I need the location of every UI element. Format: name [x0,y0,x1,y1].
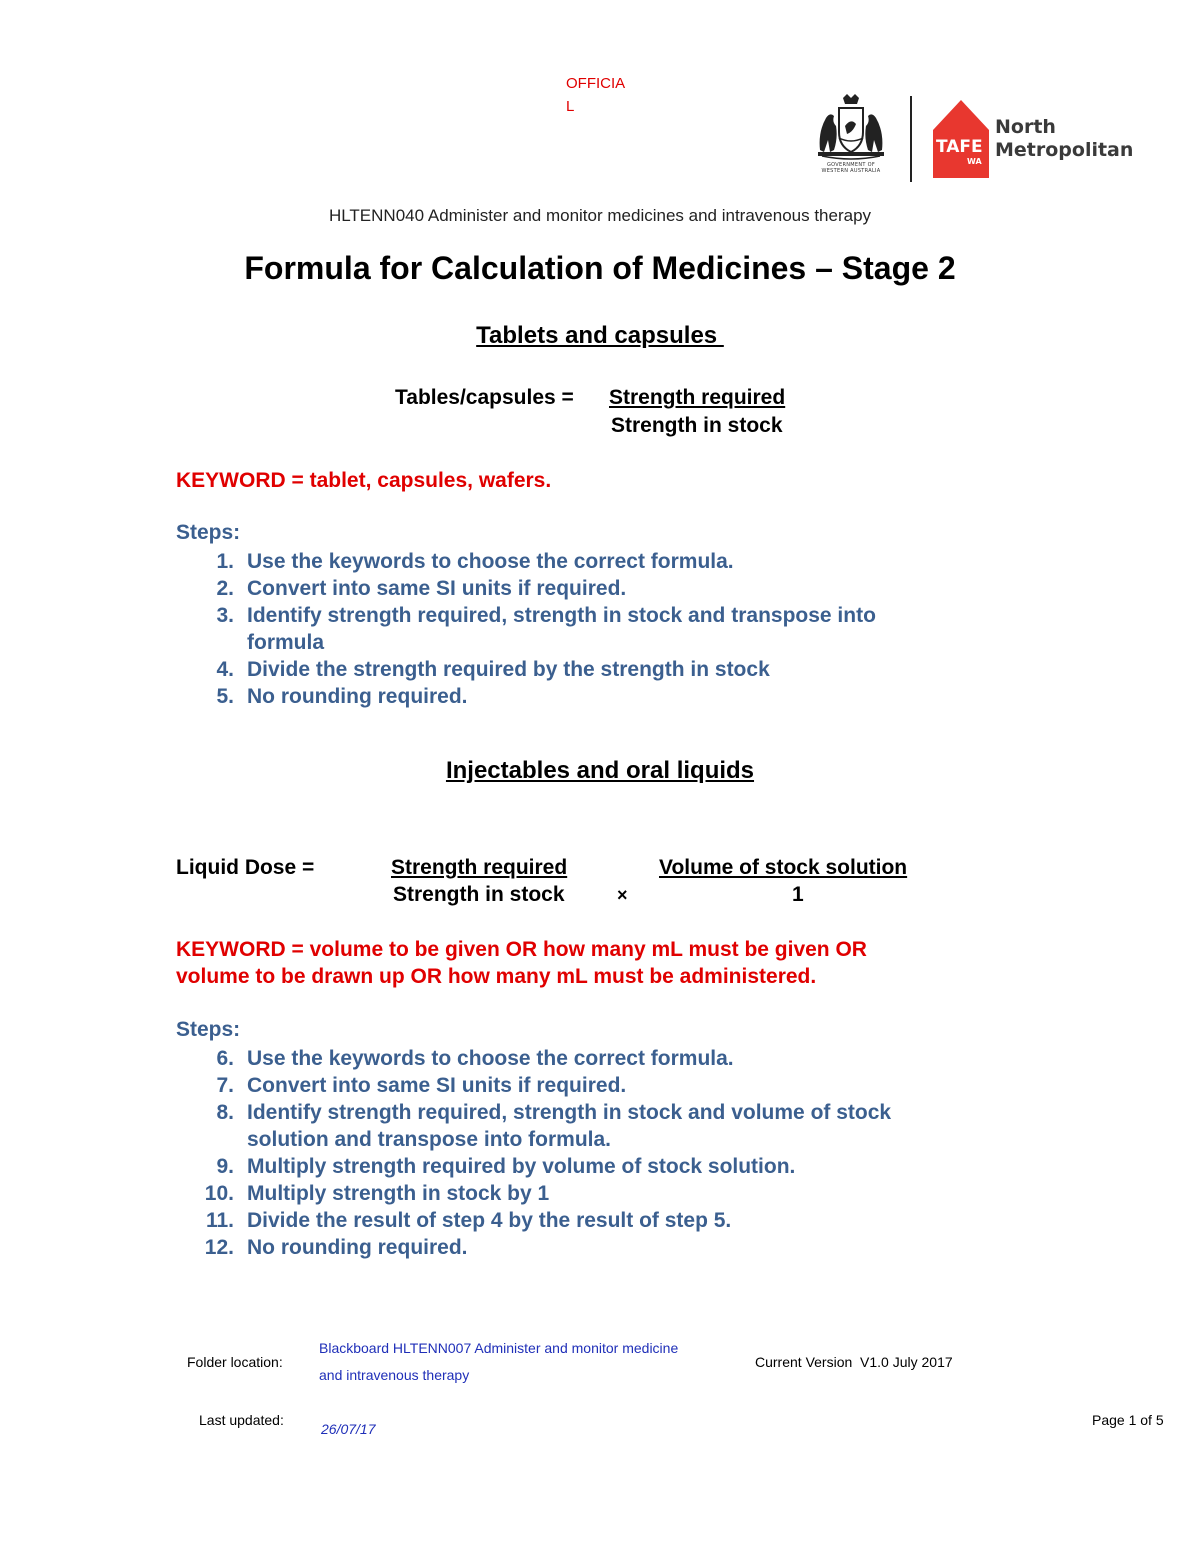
liquids-steps-label: Steps: [176,1018,241,1041]
step-item [176,548,976,575]
step-item [176,1099,976,1153]
liquids-keyword-line-2: volume to be drawn up OR how many mL must be administered. [176,965,817,988]
step-text: Divide the strength required by the strength in stock [247,658,770,681]
liquid-formula-denominator-2: 1 [792,883,804,906]
step-item [176,1072,976,1099]
svg-text:TAFE: TAFE [936,137,983,157]
step-text: formula [247,631,325,654]
svg-text:WA: WA [967,157,982,166]
tablets-steps-list [176,548,976,710]
step-number: 8. [216,1101,234,1124]
classification-line-1: OFFICIA [566,75,626,92]
header-logos [806,92,1134,188]
step-item [176,683,976,710]
step-text: Use the keywords to choose the correct formula. [247,1047,734,1070]
step-text: Convert into same SI units if required. [247,1074,627,1097]
step-number: 10. [204,1182,234,1205]
tablets-keyword: KEYWORD = tablet, capsules, wafers. [176,469,552,492]
footer-current-version: Current Version V1.0 July 2017 [755,1354,953,1370]
step-text: Multiply strength in stock by 1 [247,1182,550,1205]
footer-updated-date: 26/07/17 [321,1421,376,1437]
step-text: Use the keywords to choose the correct formula. [247,550,734,573]
tablets-steps-label: Steps: [176,521,241,544]
footer-folder-location: Blackboard HLTENN007 Administer and monitor medicine and intravenous therapy [319,1340,679,1383]
step-number: 11. [205,1209,234,1232]
footer-page-number: Page 1 of 5 [1092,1412,1164,1428]
step-number: 9. [216,1155,234,1178]
north-metropolitan-name: North Metropolitan [995,116,1134,161]
step-item [176,1207,976,1234]
liquid-formula-lhs: Liquid Dose = [176,856,315,879]
step-number: 7. [216,1074,234,1097]
section-heading-liquids: Injectables and oral liquids [445,757,755,784]
step-number: 1. [216,550,234,573]
step-text: Convert into same SI units if required. [247,577,627,600]
step-number: 2. [216,577,234,600]
step-number: 6. [216,1047,234,1070]
step-item [176,575,976,602]
step-text: Multiply strength required by volume of stock solution. [247,1155,796,1178]
step-text: No rounding required. [247,1236,468,1259]
liquid-formula-multiply-sign: × [617,885,628,905]
step-item [176,1153,976,1180]
tablets-formula-numerator: Strength required [609,386,786,409]
step-text: No rounding required. [247,685,468,708]
footer-updated-label: Last updated: [199,1412,284,1428]
tablets-formula-denominator: Strength in stock [611,414,783,437]
document-title: Formula for Calculation of Medicines – Stage 2 [244,250,956,286]
step-text: solution and transpose into formula. [247,1128,612,1151]
step-text: Identify strength required, strength in stock and volume of stock [247,1101,892,1124]
liquid-formula-numerator-2: Volume of stock solution [659,856,908,879]
section-heading-tablets: Tablets and capsules [476,322,724,349]
step-text: Divide the result of step 4 by the result of step 5. [247,1209,732,1232]
step-item [176,1234,976,1261]
footer-folder-label: Folder location: [187,1354,283,1370]
government-of-western-australia-text: GOVERNMENT OF WESTERN AUSTRALIA [821,162,881,174]
unit-title: HLTENN040 Administer and monitor medicines and intravenous therapy [328,206,872,225]
step-item [176,1180,976,1207]
step-number: 3. [216,604,234,627]
step-item [176,1045,976,1072]
tafe-logo-icon [933,100,989,178]
step-item [176,602,976,656]
step-text: Identify strength required, strength in stock and transpose into [247,604,876,627]
tablets-formula-lhs: Tables/capsules = [395,386,574,409]
step-item [176,656,976,683]
liquids-keyword-line-1: KEYWORD = volume to be given OR how many mL must be given OR [176,938,867,961]
liquid-formula-numerator: Strength required [391,856,568,879]
classification-line-2: L [566,98,575,115]
classification-marking [566,72,625,118]
step-number: 4. [216,658,234,681]
liquid-formula-denominator: Strength in stock [393,883,565,906]
step-number: 5. [216,685,234,708]
liquids-keyword [176,936,867,990]
logo-divider [910,96,912,182]
liquids-steps-list [176,1045,976,1261]
step-number: 12. [204,1236,234,1259]
